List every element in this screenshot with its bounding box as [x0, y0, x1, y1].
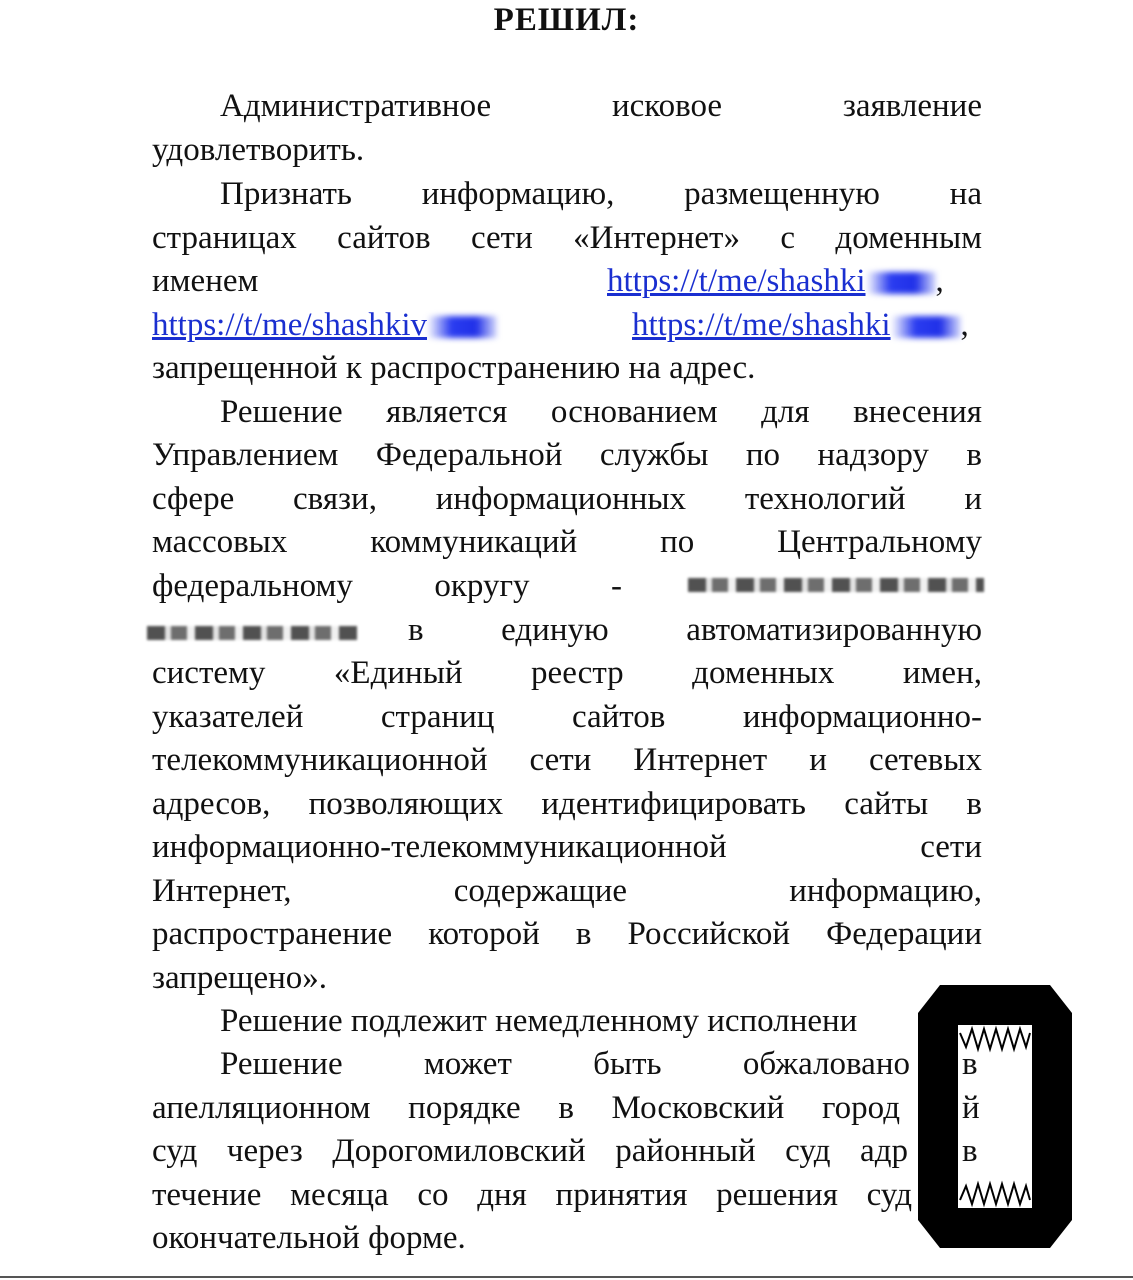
text-line: указателей страниц сайтов информационно-: [152, 699, 982, 735]
text-fragment: именем: [152, 263, 259, 299]
text-line: адресов, позволяющих идентифицировать сайты в: [152, 786, 982, 822]
text-line: Интернет, содержащие информацию,: [152, 873, 982, 909]
text-line: течение месяца со дня принятия решения суд: [152, 1177, 912, 1213]
text-line: суд через Дорогомиловский районный суд адр: [152, 1133, 908, 1169]
link-line: [632, 305, 992, 345]
text-fragment: ,: [935, 263, 944, 299]
text-line: апелляционном порядке в Московский город: [152, 1090, 900, 1126]
text-line: удовлетворить.: [152, 132, 365, 168]
text-fragment: й: [962, 1090, 980, 1126]
text-line: страницах сайтов сети «Интернет» с доменным: [152, 220, 982, 256]
text-line: окончательной форме.: [152, 1220, 466, 1256]
text-line: запрещено».: [152, 960, 328, 996]
text-line: массовых коммуникаций по Центральному: [152, 524, 982, 560]
text-line: телекоммуникационной сети Интернет и сетевых: [152, 742, 982, 778]
text-line: Решение может быть обжаловано: [220, 1046, 910, 1082]
redacted-link-blur: [427, 316, 497, 338]
text-fragment: в: [962, 1046, 978, 1082]
text-line: Управлением Федеральной службы по надзору в: [152, 437, 982, 473]
link-line: [152, 305, 552, 345]
decision-heading: РЕШИЛ:: [493, 2, 640, 38]
text-line: Решение подлежит немедленному исполнени: [220, 1003, 858, 1039]
text-fragment: ,: [960, 307, 969, 343]
text-line: Административное исковое заявление: [220, 88, 982, 124]
link-shashkiv[interactable]: https://t/me/shashkiv: [152, 307, 428, 343]
text-line: распространение которой в Российской Федерации: [152, 916, 982, 952]
text-line: федеральному округу -: [152, 568, 622, 604]
page-bottom-rule: [0, 1276, 1133, 1278]
text-line: запрещенной к распространению на адрес.: [152, 350, 756, 386]
text-fragment: в: [962, 1133, 978, 1169]
link-shashki-2[interactable]: https://t/me/shashki: [632, 307, 891, 343]
redaction-mosaic: [688, 578, 984, 592]
zero-logo-icon: [918, 985, 1072, 1248]
redacted-link-blur: [891, 316, 961, 338]
redacted-link-blur: [866, 272, 936, 294]
text-line: Решение является основанием для внесения: [220, 394, 982, 430]
text-line: в единую автоматизированную: [408, 612, 982, 648]
text-line: сфере связи, информационных технологий и: [152, 481, 982, 517]
link-line: [607, 261, 987, 301]
redaction-mosaic: [147, 626, 357, 640]
text-line: системy «Единый реестр доменных имен,: [152, 655, 982, 691]
text-line: информационно-телекоммуникационной сети: [152, 829, 982, 865]
text-line: Признать информацию, размещенную на: [220, 176, 982, 212]
link-shashki-1[interactable]: https://t/me/shashki: [607, 263, 866, 299]
